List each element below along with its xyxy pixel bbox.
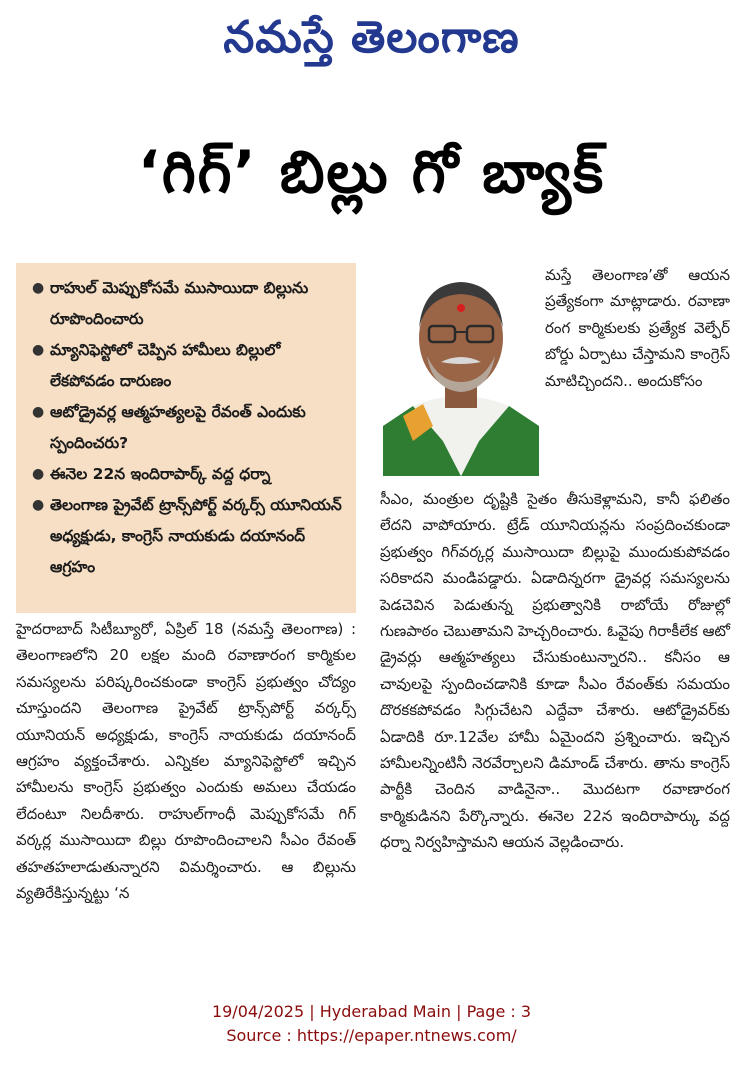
article-right-column (380, 486, 730, 856)
footer (0, 1000, 743, 1048)
article-paragraph: హైదరాబాద్ సిటీబ్యూరో, ఏప్రిల్ 18 (నమస్తే తెలంగాణ) : తెలంగాణలోని 20 లక్షల మంది రవాణారంగ కార్మికుల సమస్యలను పరిష్కరించకుండా కాంగ్రెస్ ప్రభుత్వం చోద్యం చూస్తుందని తెలంగాణ ప్రైవేట్ ట్రాన్స్‌పోర్ట్ వర్కర్స్ యూనియన్ అధ్యక్షుడు, కాంగ్రెస్ నాయకుడు దయానంద్ ఆగ్రహం వ్యక్తంచేశారు. ఎన్నికల మ్యానిఫెస్టోలో ఇచ్చిన హామీలను కాంగ్రెస్ ప్రభుత్వం ఎందుకు అమలు చేయడం లేదంటూ నిలదీశారు. రాహుల్‌గాంధీ మెప్పుకోసమే గిగ్ వర్కర్ల ముసాయిదా బిల్లు రూపొందించాలని సీఎం రేవంత్ తహతహలాడుతున్నారని విమర్శించారు. ఆ బిల్లును వ్యతిరేకిస్తున్నట్టు ‘న (16, 620, 356, 903)
article-paragraph: సీఎం, మంత్రుల దృష్టికి సైతం తీసుకెళ్లామని, కానీ ఫలితం లేదని వాపోయారు. ట్రేడ్ యూనియన్లను సంప్రదించకుండా ప్రభుత్వం గిగ్‌వర్కర్ల ముసాయిదా బిల్లుపై ముందుకుపోవడం సరికాదని మండిపడ్డారు. ఏడాదిన్నరగా డ్రైవర్ల సమస్యలను పెడచెవిన పెడుతున్న ప్రభుత్వానికి రాబోయే రోజుల్లో గుణపాఠం చెబుతామని హెచ్చరించారు. ఓవైపు గిరాకీలేక ఆటో డ్రైవర్లు ఆత్మహత్యలు చేసుకుంటున్నారని.. కనీసం ఆ చావులపై స్పందించడానికి కూడా సీఎం రేవంత్‌కు సమయం దొరకకపోవడం సిగ్గుచేటని ఎద్దేవా చేశారు. ఆటోడ్రైవర్‌కు ఏడాదికి రూ.12వేల హామీ ఏమైందని ప్రశ్నించారు. ఇచ్చిన హామీలన్నింటినీ నెరవేర్చాలని డిమాండ్ చేశారు. తాను కాంగ్రెస్ పార్టీకి చెందిన వాడినైనా.. మొదటగా రవాణారంగ కార్మికుడినని పేర్కొన్నారు. ఈనెల 22న ఇందిరాపార్కు వద్ద ధర్నా నిర్వహిస్తామని ఆయన వెల్లడించారు. (380, 490, 730, 852)
highlight-text: ఈనెల 22న ఇందిరాపార్క్ వద్ద ధర్నా (50, 465, 271, 483)
footer-source: Source : https://epaper.ntnews.com/ (226, 1026, 517, 1045)
highlight-text: రాహుల్ మెప్పుకోసమే ముసాయిదా బిల్లును రూపొందించారు (50, 279, 309, 328)
bullet-icon: ● (32, 497, 45, 513)
highlight-item (32, 397, 346, 459)
highlight-item (32, 459, 346, 490)
portrait-illustration (383, 266, 539, 476)
bullet-icon: ● (32, 342, 45, 358)
bullet-icon: ● (32, 404, 45, 420)
masthead-logo: నమస్తే తెలంగాణ (223, 12, 520, 63)
footer-date-edition: 19/04/2025 | Hyderabad Main | Page : 3 (211, 1002, 532, 1021)
highlight-item (32, 273, 346, 335)
article-right-top-text (545, 262, 730, 394)
highlight-text: ఆటోడ్రైవర్ల ఆత్మహత్యలపై రేవంత్ ఎందుకు స్పందించరు? (50, 403, 306, 452)
article-paragraph: మస్తే తెలంగాణ’తో ఆయన ప్రత్యేకంగా మాట్లాడారు. రవాణా రంగ కార్మికులకు ప్రత్యేక వెల్ఫేర్ బోర్డు ఏర్పాటు చేస్తామని కాంగ్రెస్ మాటిచ్చిందని.. అందుకోసం (545, 266, 730, 390)
portrait-photo (383, 266, 539, 476)
highlights-box (16, 263, 356, 613)
article-left-column (16, 616, 356, 906)
headline: ‘గిగ్’ బిల్లు గో బ్యాక్ (137, 138, 606, 206)
highlight-text: తెలంగాణ ప్రైవేట్ ట్రాన్స్‌పోర్ట్ వర్కర్స్ యూనియన్ అధ్యక్షుడు, కాంగ్రెస్ నాయకుడు దయానంద్ ఆగ్రహం (50, 496, 342, 576)
highlight-text: మ్యానిఫెస్టోలో చెప్పిన హామీలు బిల్లులో లేకపోవడం దారుణం (50, 341, 281, 390)
highlight-item (32, 490, 346, 583)
highlight-item (32, 335, 346, 397)
bullet-icon: ● (32, 280, 45, 296)
bullet-icon: ● (32, 466, 45, 482)
